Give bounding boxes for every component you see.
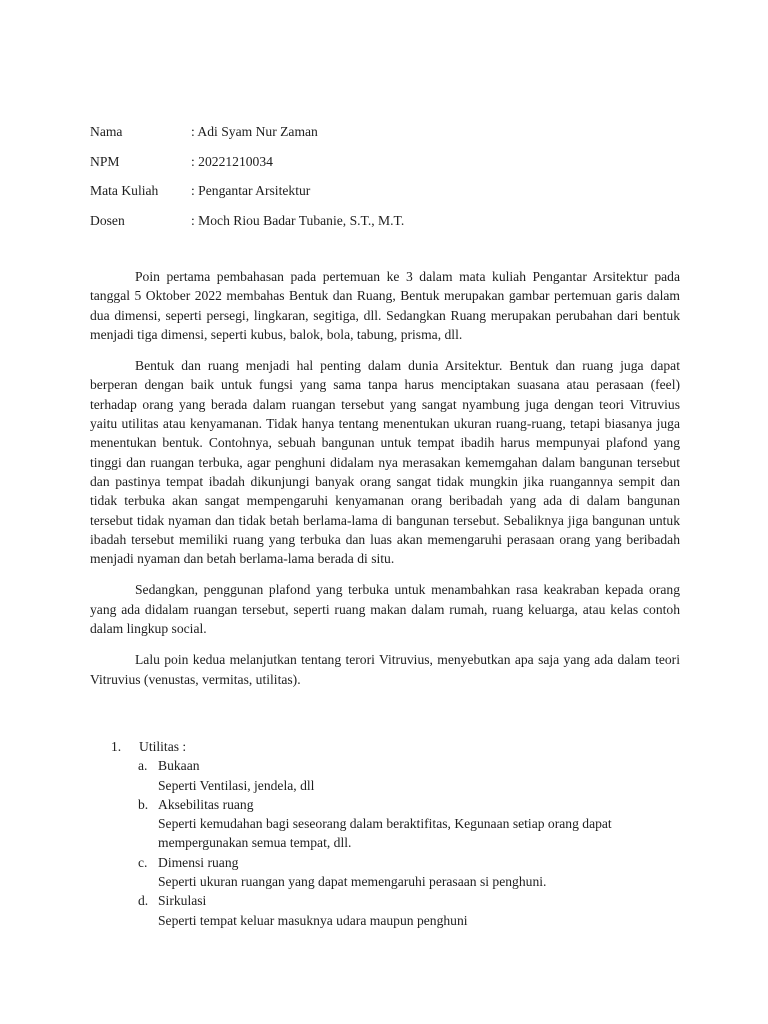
info-value: : Pengantar Arsitektur — [191, 183, 311, 198]
info-row-mata-kuliah — [90, 181, 650, 211]
student-info — [90, 122, 650, 240]
paragraph: Lalu poin kedua melanjutkan tentang terori Vitruvius, menyebutkan apa saja yang ada dalam teori Vitruvius (venustas, vermitas, utilitas). — [90, 652, 680, 687]
sub-desc: Seperti Ventilasi, jendela, dll — [158, 777, 315, 793]
sub-desc: Seperti tempat keluar masuknya udara maupun penghuni — [158, 912, 468, 928]
info-value: : 20221210034 — [191, 153, 273, 169]
info-label: NPM — [90, 153, 120, 169]
list-title: Utilitas : — [139, 739, 187, 754]
info-row-dosen — [90, 211, 650, 241]
sub-letter: a. — [138, 758, 148, 774]
info-row-npm — [90, 152, 650, 182]
paragraph: Poin pertama pembahasan pada pertemuan ke 3 dalam mata kuliah Pengantar Arsitektur pada tanggal 5 Oktober 2022 membahas Bentuk dan Ruang, Bentuk merupakan gambar pertemuan garis dalam dua dimensi, seperti persegi, lingkaran, segitiga, dll. Sedangkan Ruang merupakan perubahan dari bentuk menjadi tiga dimensi, seperti kubus, balok, bola, tabung, prisma, dll. — [90, 269, 680, 342]
sub-letter: b. — [138, 796, 149, 812]
list-item — [90, 737, 690, 756]
essay-body — [90, 267, 680, 701]
info-label: Dosen — [90, 212, 125, 228]
info-row-nama — [90, 122, 650, 152]
sub-list — [138, 756, 690, 930]
sub-desc: Seperti kemudahan bagi seseorang dalam beraktifitas, Kegunaan setiap orang dapat mempergunakan semua tempat, dll. — [158, 816, 612, 851]
paragraph: Bentuk dan ruang menjadi hal penting dalam dunia Arsitektur. Bentuk dan ruang juga dapat berperan dengan baik untuk fungsi yang sama tanpa harus menciptakan suasana atau perasaan (feel) terhadap orang yang berada dalam ruangan tersebut yang sangat nyambung juga dengan teori Vitruvius yaitu utilitas atau kenyamanan. Tidak hanya tentang menentukan ukuran ruang-ruang, tetapi biasanya juga menentukan bentuk. Contohnya, sebuah bangunan untuk tempat ibadih harus mempunyai plafond yang tinggi dan ruangan terbuka, agar penghuni didalam nya merasakan kememgahan dalam bangunan tersebut dan pastinya tempat ibadah dikunjungi banyak orang sangat tidak mungkin jika ruangannya sempit dan tidak terbuka akan sangat mempengaruhi kenyamanan orang beribadah yang ada di dalam bangunan tersebut tidak nyaman dan tidak betah berlama-lama di bangunan tersebut. Sebaliknya jiga bangunan untuk ibadah tersebut memiliki ruang yang terbuka dan luas akan memengaruhi perasaan orang yang beribadah menjadi nyaman dan betah berlama-lama berada di situ. — [90, 358, 680, 567]
sub-desc: Seperti ukuran ruangan yang dapat memengaruhi perasaan si penghuni. — [158, 874, 547, 890]
sub-title: Bukaan — [158, 758, 200, 774]
sub-title: Sirkulasi — [158, 893, 207, 909]
info-label: Mata Kuliah — [90, 183, 159, 198]
sub-list-item — [138, 891, 690, 930]
info-value: : Moch Riou Badar Tubanie, S.T., M.T. — [191, 212, 405, 228]
paragraph: Sedangkan, penggunan plafond yang terbuka untuk menambahkan rasa keakraban kepada orang yang ada didalam ruangan tersebut, seperti ruang makan dalam rumah, ruang keluarga, atau kelas contoh dalam lingkup social. — [90, 582, 680, 637]
sub-title: Dimensi ruang — [158, 854, 239, 870]
sub-letter: d. — [138, 893, 149, 909]
sub-list-item — [138, 756, 690, 795]
numbered-list — [90, 737, 690, 930]
sub-title: Aksebilitas ruang — [158, 796, 254, 812]
sub-list-item — [138, 795, 690, 853]
info-label: Nama — [90, 124, 123, 139]
list-number: 1. — [111, 739, 122, 754]
sub-list-item — [138, 853, 690, 892]
info-value: : Adi Syam Nur Zaman — [191, 124, 318, 139]
sub-letter: c. — [138, 854, 148, 870]
